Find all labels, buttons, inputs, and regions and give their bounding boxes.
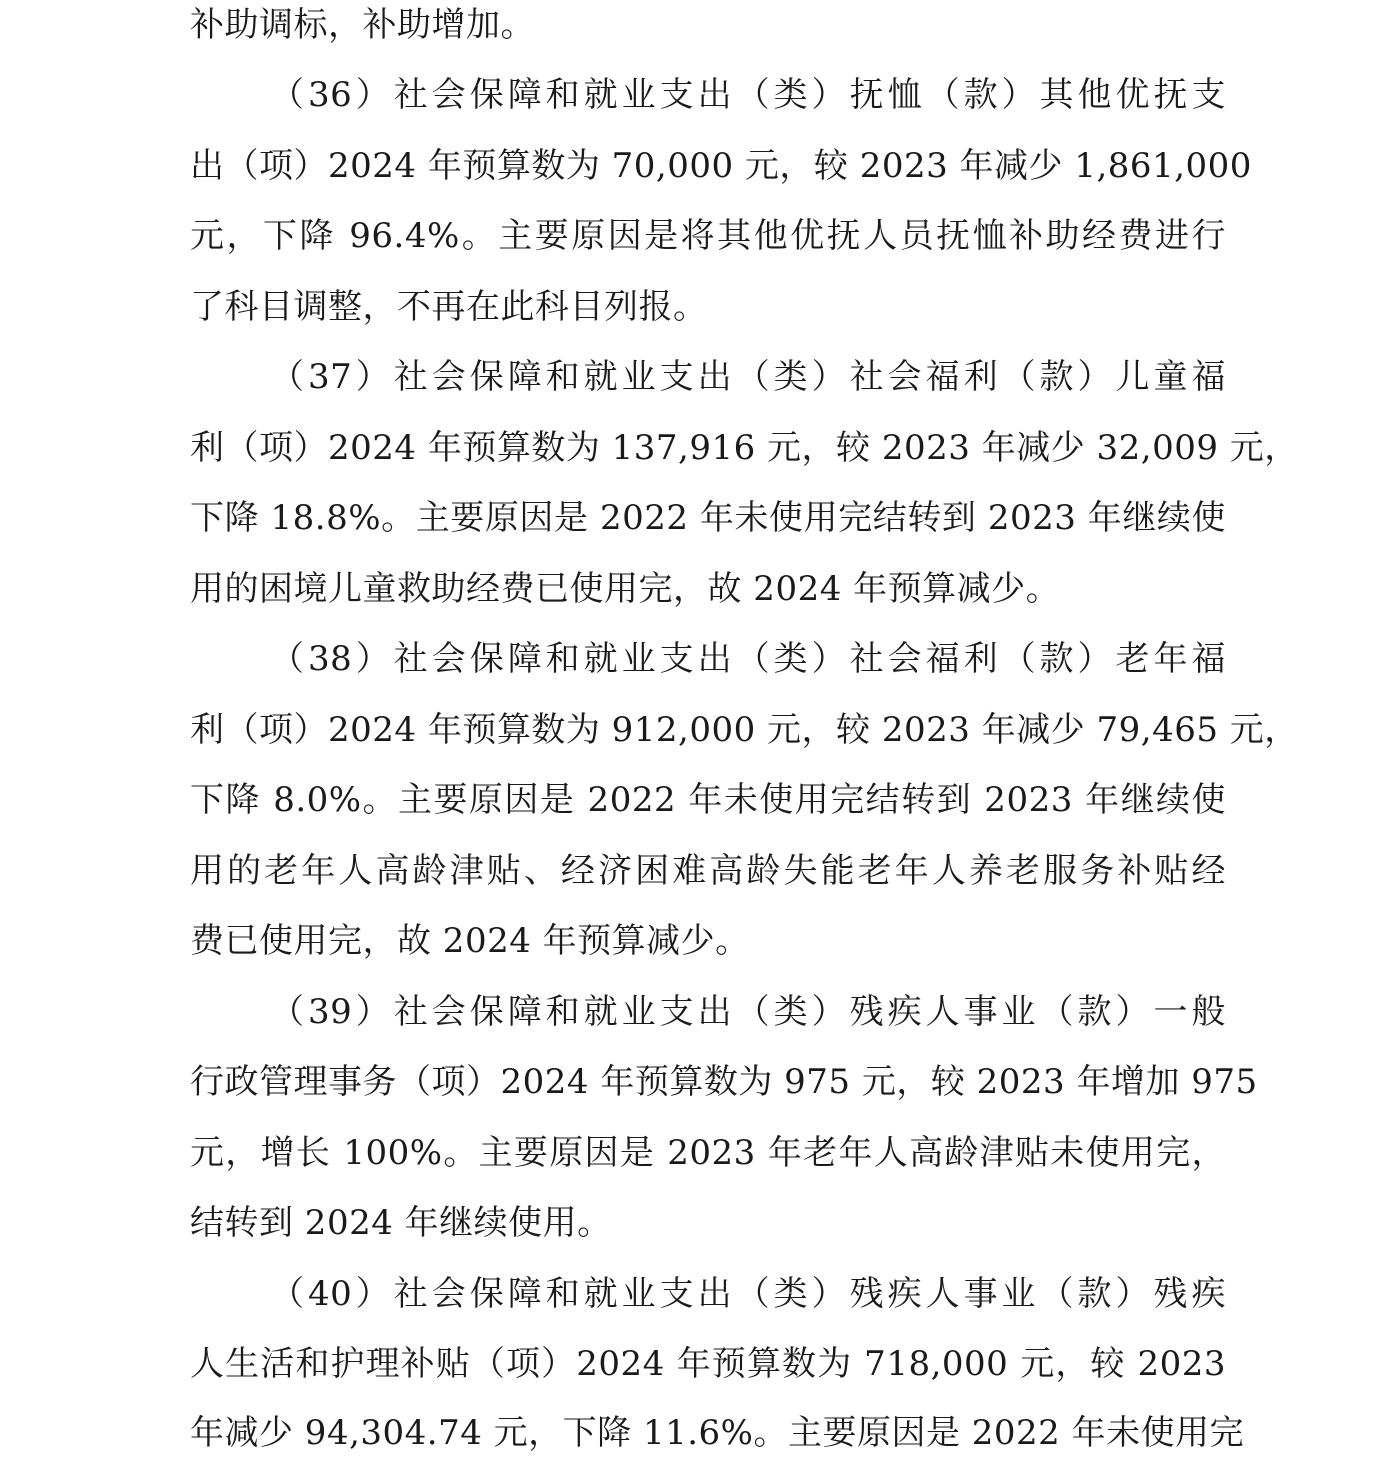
text-line: 用的困境儿童救助经费已使用完，故 2024 年预算减少。 [190,569,1061,609]
text-line: 行政管理事务（项）2024 年预算数为 975 元，较 2023 年增加 975 [190,1062,1258,1102]
text-line: 元，下降 96.4%。主要原因是将其他优抚人员抚恤补助经费进行 [190,216,1226,256]
text-line: 利（项）2024 年预算数为 912,000 元，较 2023 年减少 79,465 元， [190,710,1299,750]
paragraph-39-first-line: （39）社会保障和就业支出（类）残疾人事业（款）一般 [270,992,1226,1032]
text-line: 补助调标，补助增加。 [190,5,535,45]
paragraph-36-first-line: （36）社会保障和就业支出（类）抚恤（款）其他优抚支 [270,75,1226,115]
text-line: 用的老年人高龄津贴、经济困难高龄失能老年人养老服务补贴经 [190,851,1226,891]
paragraph-38-first-line: （38）社会保障和就业支出（类）社会福利（款）老年福 [270,639,1226,679]
text-line: 利（项）2024 年预算数为 137,916 元，较 2023 年减少 32,009 元， [190,428,1299,468]
paragraph-37-first-line: （37）社会保障和就业支出（类）社会福利（款）儿童福 [270,357,1226,397]
text-line: 年减少 94,304.74 元，下降 11.6%。主要原因是 2022 年未使用完 [190,1413,1245,1453]
text-line: 出（项）2024 年预算数为 70,000 元，较 2023 年减少 1,861,000 [190,146,1252,186]
paragraph-40-first-line: （40）社会保障和就业支出（类）残疾人事业（款）残疾 [270,1274,1226,1314]
text-line: 下降 18.8%。主要原因是 2022 年未使用完结转到 2023 年继续使 [190,498,1226,538]
text-line: 了科目调整，不再在此科目列报。 [190,287,708,327]
text-line: 结转到 2024 年继续使用。 [190,1203,612,1243]
text-line: 人生活和护理补贴（项）2024 年预算数为 718,000 元，较 2023 [190,1344,1226,1384]
text-line: 费已使用完，故 2024 年预算减少。 [190,921,750,961]
text-line: 元，增长 100%。主要原因是 2023 年老年人高龄津贴未使用完， [190,1133,1226,1173]
text-line: 下降 8.0%。主要原因是 2022 年未使用完结转到 2023 年继续使 [190,780,1226,820]
